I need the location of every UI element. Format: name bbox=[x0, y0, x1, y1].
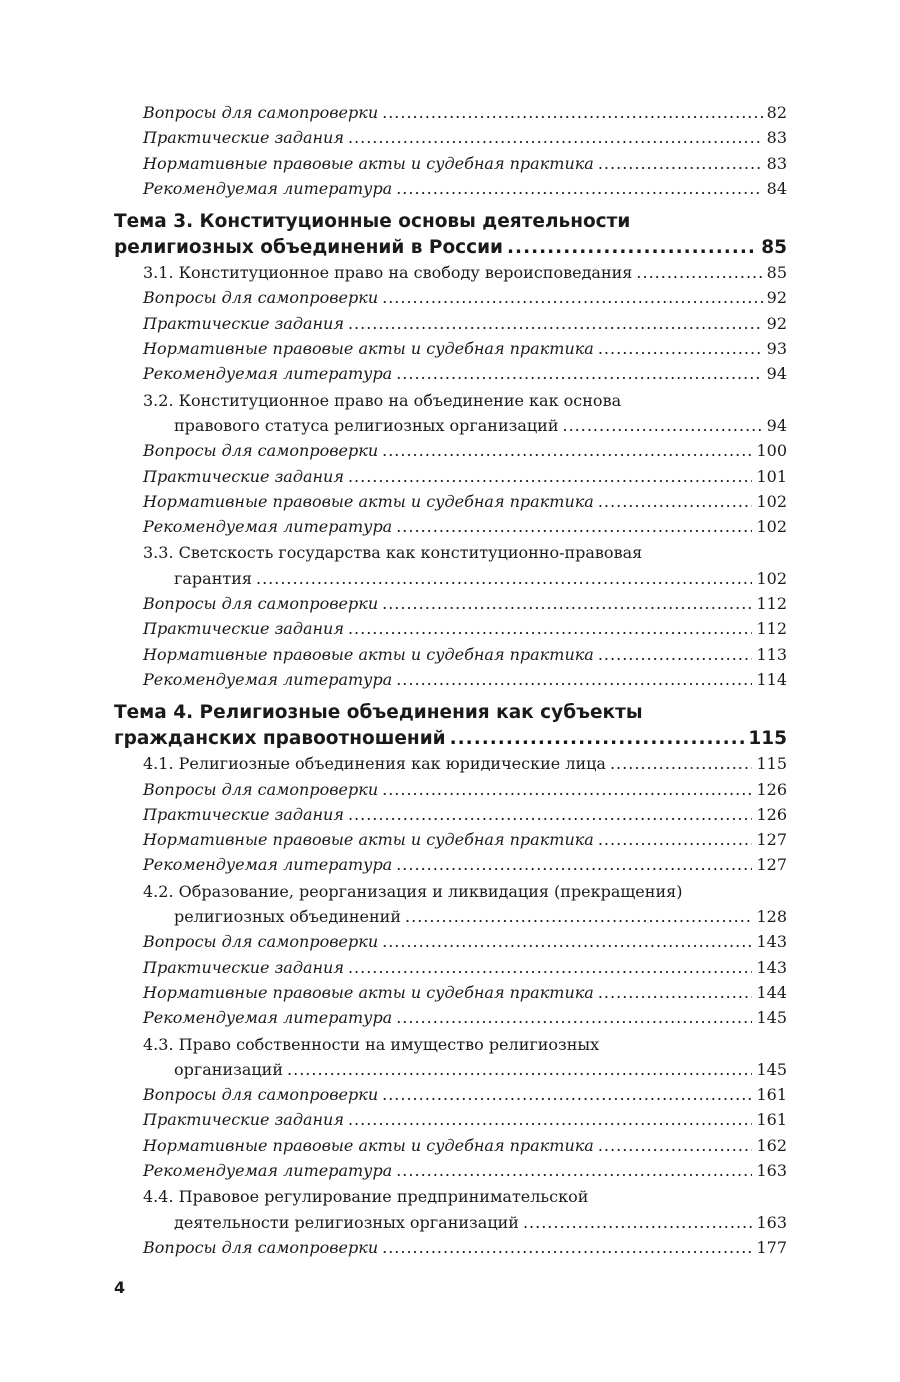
toc-subentry bbox=[114, 151, 787, 176]
dot-leader bbox=[598, 151, 763, 176]
dot-leader bbox=[636, 260, 762, 285]
toc-subentry bbox=[114, 464, 787, 489]
toc-entry-title: Нормативные правовые акты и судебная практика bbox=[143, 153, 594, 173]
toc-entry-title: Рекомендуемая литература bbox=[143, 517, 393, 537]
toc-theme-heading bbox=[114, 209, 787, 235]
toc-page-number: 101 bbox=[756, 466, 787, 486]
dot-leader bbox=[598, 489, 753, 514]
toc-entry-title: Нормативные правовые акты и судебная практика bbox=[143, 644, 594, 664]
toc-page-number: 161 bbox=[756, 1085, 787, 1105]
toc-entry-title: 4.1. Религиозные объединения как юридические лица bbox=[143, 754, 606, 774]
toc-entry-title: Тема 3. Конституционные основы деятельности bbox=[114, 211, 631, 233]
toc-entry-title: правового статуса религиозных организаций bbox=[174, 415, 559, 435]
toc-page-number: 85 bbox=[766, 263, 787, 283]
toc-section-heading bbox=[114, 1184, 787, 1209]
toc-page-number: 145 bbox=[756, 1008, 787, 1028]
toc-page-number: 144 bbox=[756, 982, 787, 1002]
toc-entry-title: Практические задания bbox=[143, 466, 344, 486]
toc-entry-title: Вопросы для самопроверки bbox=[143, 594, 379, 614]
toc-entry-title: религиозных объединений в России bbox=[114, 236, 504, 258]
toc-page-number: 115 bbox=[756, 754, 787, 774]
dot-leader bbox=[382, 591, 752, 616]
toc-entry-title: Рекомендуемая литература bbox=[143, 364, 393, 384]
toc-subentry bbox=[114, 311, 787, 336]
toc-entry-title: Практические задания bbox=[143, 128, 344, 148]
toc-page-number: 84 bbox=[766, 178, 787, 198]
toc-page-number: 85 bbox=[761, 236, 787, 258]
toc-subentry bbox=[114, 514, 787, 539]
dot-leader bbox=[382, 1082, 752, 1107]
toc-page-number: 128 bbox=[756, 907, 787, 927]
toc-subentry bbox=[114, 802, 787, 827]
dot-leader bbox=[598, 336, 763, 361]
dot-leader bbox=[382, 100, 763, 125]
dot-leader bbox=[382, 1235, 752, 1260]
dot-leader bbox=[348, 311, 763, 336]
toc-entry-title: 3.3. Светскость государства как конституционно-правовая bbox=[143, 543, 643, 563]
toc-entry-title: Практические задания bbox=[143, 804, 344, 824]
dot-leader bbox=[598, 642, 753, 667]
toc-entry-title: Тема 4. Религиозные объединения как субъекты bbox=[114, 702, 643, 724]
toc-subentry bbox=[114, 1133, 787, 1158]
toc-page-number: 114 bbox=[756, 669, 787, 689]
toc-entry-title: Вопросы для самопроверки bbox=[143, 779, 379, 799]
toc-entry-title: Практические задания bbox=[143, 1110, 344, 1130]
toc-entry-title: Вопросы для самопроверки bbox=[143, 1085, 379, 1105]
toc-section-heading bbox=[114, 879, 787, 904]
toc-page-number: 126 bbox=[756, 804, 787, 824]
toc-subentry bbox=[114, 438, 787, 463]
dot-leader bbox=[348, 955, 753, 980]
toc-entry-title: Практические задания bbox=[143, 957, 344, 977]
toc-entry-title: гарантия bbox=[174, 568, 252, 588]
dot-leader bbox=[382, 285, 763, 310]
toc-entry-title: Рекомендуемая литература bbox=[143, 178, 393, 198]
toc-subentry bbox=[114, 285, 787, 310]
dot-leader bbox=[598, 980, 753, 1005]
toc-section-heading bbox=[114, 1032, 787, 1057]
toc-page-number: 94 bbox=[766, 415, 787, 435]
toc-entry-title: 3.1. Конституционное право на свободу вероисповедания bbox=[143, 263, 633, 283]
toc-entry-title: Рекомендуемая литература bbox=[143, 855, 393, 875]
dot-leader bbox=[507, 235, 757, 261]
dot-leader bbox=[396, 361, 762, 386]
toc-subentry bbox=[114, 1107, 787, 1132]
dot-leader bbox=[348, 616, 753, 641]
table-of-contents bbox=[114, 100, 787, 1260]
dot-leader bbox=[348, 802, 753, 827]
dot-leader bbox=[348, 1107, 753, 1132]
toc-entry-title: Нормативные правовые акты и судебная практика bbox=[143, 830, 594, 850]
toc-subentry bbox=[114, 361, 787, 386]
dot-leader bbox=[382, 777, 752, 802]
toc-subentry bbox=[114, 667, 787, 692]
toc-section bbox=[114, 260, 787, 285]
toc-entry-title: деятельности религиозных организаций bbox=[174, 1212, 519, 1232]
toc-subentry bbox=[114, 336, 787, 361]
toc-page-number: 92 bbox=[766, 288, 787, 308]
toc-page-number: 82 bbox=[766, 103, 787, 122]
toc-subentry bbox=[114, 929, 787, 954]
toc-subentry bbox=[114, 980, 787, 1005]
toc-page-number: 112 bbox=[756, 594, 787, 614]
toc-entry-title: гражданских правоотношений bbox=[114, 727, 446, 749]
toc-entry-title: Вопросы для самопроверки bbox=[143, 441, 379, 461]
dot-leader bbox=[348, 464, 753, 489]
dot-leader bbox=[396, 1005, 752, 1030]
toc-page-number: 93 bbox=[766, 339, 787, 359]
toc-entry-title: Практические задания bbox=[143, 619, 344, 639]
toc-page-number: 143 bbox=[756, 932, 787, 952]
toc-page-number: 83 bbox=[766, 128, 787, 148]
dot-leader bbox=[598, 1133, 753, 1158]
toc-page-number: 161 bbox=[756, 1110, 787, 1130]
dot-leader bbox=[396, 667, 752, 692]
toc-page-number: 94 bbox=[766, 364, 787, 384]
toc-page-number: 177 bbox=[756, 1237, 787, 1257]
toc-entry-title: Вопросы для самопроверки bbox=[143, 932, 379, 952]
toc-subentry bbox=[114, 1235, 787, 1260]
toc-entry-title: 3.2. Конституционное право на объединение как основа bbox=[143, 390, 622, 410]
toc-page-number: 102 bbox=[756, 568, 787, 588]
dot-leader bbox=[287, 1057, 752, 1082]
toc-subentry bbox=[114, 125, 787, 150]
toc-section-heading bbox=[114, 540, 787, 565]
toc-page-number: 100 bbox=[756, 441, 787, 461]
toc-entry-title: Рекомендуемая литература bbox=[143, 1160, 393, 1180]
dot-leader bbox=[598, 827, 753, 852]
dot-leader bbox=[382, 438, 752, 463]
toc-subentry bbox=[114, 777, 787, 802]
toc-entry-title: 4.2. Образование, реорганизация и ликвидация (прекращения) bbox=[143, 881, 683, 901]
toc-entry-title: Вопросы для самопроверки bbox=[143, 288, 379, 308]
toc-section bbox=[114, 1057, 787, 1082]
toc-entry-title: Рекомендуемая литература bbox=[143, 1008, 393, 1028]
toc-page-number: 127 bbox=[756, 855, 787, 875]
toc-subentry bbox=[114, 176, 787, 201]
toc-page-number: 115 bbox=[748, 727, 787, 749]
dot-leader bbox=[348, 125, 763, 150]
toc-entry-title: 4.4. Правовое регулирование предпринимательской bbox=[143, 1187, 589, 1207]
dot-leader bbox=[450, 726, 745, 752]
toc-entry-title: 4.3. Право собственности на имущество религиозных bbox=[143, 1034, 600, 1054]
toc-subentry bbox=[114, 489, 787, 514]
toc-subentry bbox=[114, 1005, 787, 1030]
toc-subentry bbox=[114, 591, 787, 616]
toc-entry-title: Практические задания bbox=[143, 313, 344, 333]
dot-leader bbox=[256, 566, 752, 591]
toc-subentry bbox=[114, 642, 787, 667]
toc-page-number: 163 bbox=[756, 1160, 787, 1180]
dot-leader bbox=[396, 514, 752, 539]
dot-leader bbox=[396, 1158, 752, 1183]
toc-theme-heading bbox=[114, 700, 787, 726]
toc-subentry bbox=[114, 100, 787, 125]
dot-leader bbox=[523, 1210, 753, 1235]
toc-page-number: 145 bbox=[756, 1059, 787, 1079]
toc-entry-title: религиозных объединений bbox=[174, 907, 402, 927]
toc-page-number: 126 bbox=[756, 779, 787, 799]
dot-leader bbox=[382, 929, 752, 954]
page-number: 4 bbox=[114, 1278, 126, 1297]
toc-page-number: 102 bbox=[756, 517, 787, 537]
toc-entry-title: Нормативные правовые акты и судебная практика bbox=[143, 339, 594, 359]
toc-page-number: 112 bbox=[756, 619, 787, 639]
toc-page-number: 143 bbox=[756, 957, 787, 977]
toc-entry-title: Вопросы для самопроверки bbox=[143, 103, 379, 122]
toc-entry-title: Рекомендуемая литература bbox=[143, 669, 393, 689]
toc-page-number: 102 bbox=[756, 491, 787, 511]
toc-subentry bbox=[114, 955, 787, 980]
toc-section bbox=[114, 413, 787, 438]
toc-subentry bbox=[114, 1158, 787, 1183]
toc-page-number: 83 bbox=[766, 153, 787, 173]
dot-leader bbox=[396, 852, 752, 877]
dot-leader bbox=[610, 751, 752, 776]
toc-entry-title: Вопросы для самопроверки bbox=[143, 1237, 379, 1257]
toc-entry-title: Нормативные правовые акты и судебная практика bbox=[143, 982, 594, 1002]
dot-leader bbox=[405, 904, 752, 929]
toc-theme bbox=[114, 235, 787, 261]
toc-subentry bbox=[114, 852, 787, 877]
toc-page-number: 92 bbox=[766, 313, 787, 333]
toc-entry-title: Нормативные правовые акты и судебная практика bbox=[143, 491, 594, 511]
toc-subentry bbox=[114, 827, 787, 852]
dot-leader bbox=[396, 176, 762, 201]
toc-section bbox=[114, 1210, 787, 1235]
toc-subentry bbox=[114, 616, 787, 641]
toc-page-number: 163 bbox=[756, 1212, 787, 1232]
toc-page-number: 162 bbox=[756, 1135, 787, 1155]
toc-entry-title: организаций bbox=[174, 1059, 284, 1079]
toc-section bbox=[114, 566, 787, 591]
dot-leader bbox=[563, 413, 763, 438]
toc-page-number: 113 bbox=[756, 644, 787, 664]
toc-section bbox=[114, 751, 787, 776]
toc-subentry bbox=[114, 1082, 787, 1107]
toc-entry-title: Нормативные правовые акты и судебная практика bbox=[143, 1135, 594, 1155]
toc-section bbox=[114, 904, 787, 929]
toc-theme bbox=[114, 726, 787, 752]
toc-section-heading bbox=[114, 388, 787, 413]
toc-page-number: 127 bbox=[756, 830, 787, 850]
